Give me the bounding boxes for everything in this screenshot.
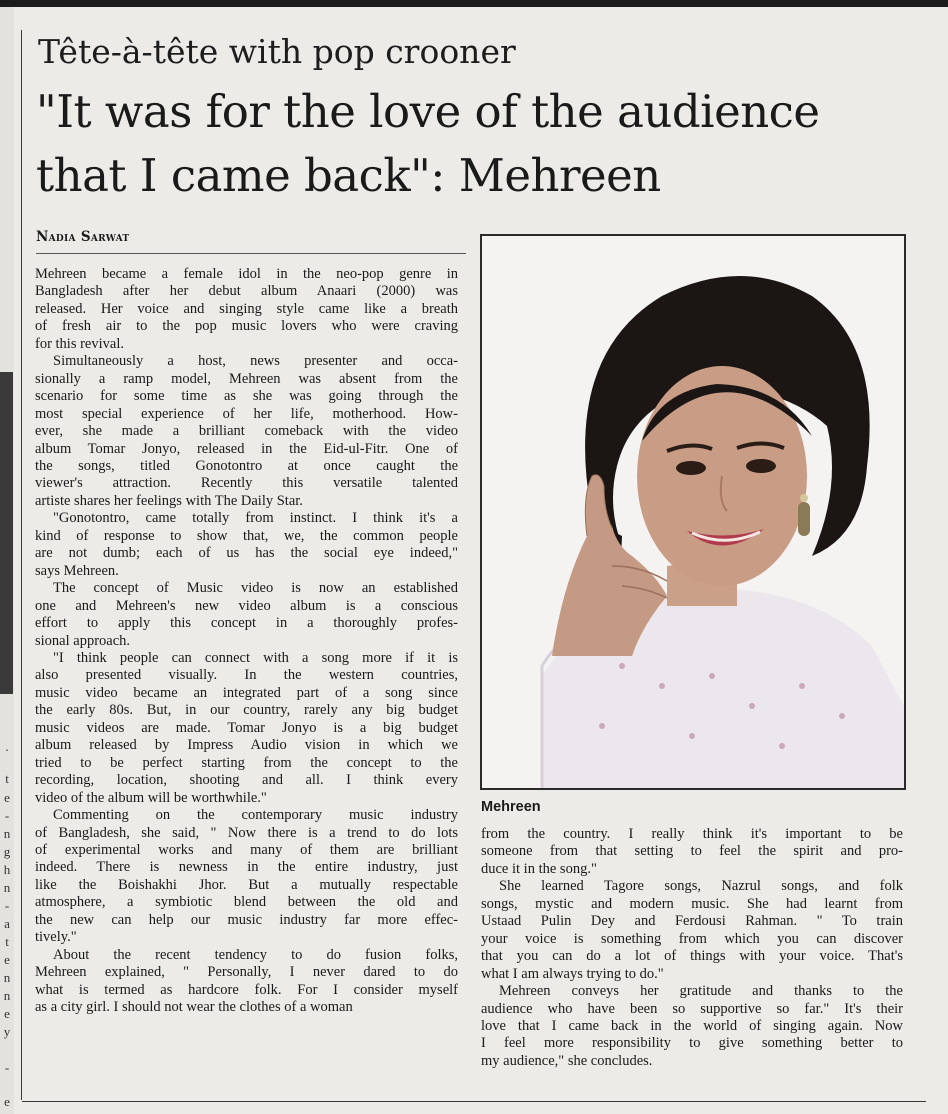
headline-line: "It was for the love of the audience <box>36 85 820 138</box>
article-body-column-2 <box>481 826 903 1070</box>
body-text-line: of Bangladesh, she said, " Now there is a trend to do lots <box>35 824 458 841</box>
body-text-line: album Tomar Jonyo, released in the Eid-ul-Fitr. One of <box>35 440 458 457</box>
body-text-line: of fresh air to the pop music lovers who were craving <box>35 318 458 335</box>
adjacent-text-fragment: n <box>3 880 11 895</box>
body-text-line: About the recent tendency to do fusion folks, <box>53 946 458 963</box>
body-text-line: released. Her voice and singing style came like a breath <box>35 300 458 317</box>
article-byline: Nadia Sarwat <box>36 229 130 245</box>
portrait-illustration <box>482 236 904 788</box>
adjacent-text-fragment: n <box>3 826 11 841</box>
body-text-line: as a city girl. I should not wear the clothes of a woman <box>35 999 353 1016</box>
column-divider-rule <box>21 30 22 1100</box>
body-text-line: the new can help our music industry far more effec- <box>35 911 458 928</box>
body-text-line: Commenting on the contemporary music industry <box>53 807 458 824</box>
body-text-line: duce it in the song." <box>481 860 597 877</box>
body-text-line: most special experience of her life, motherhood. How- <box>35 405 458 422</box>
body-text-line: Mehreen conveys her gratitude and thanks to the <box>499 983 903 1000</box>
body-text-line: says Mehreen. <box>35 562 119 579</box>
body-text-line: also presented visually. In the western countries, <box>35 667 458 684</box>
body-text-line: are not dumb; each of us has the social eye indeed," <box>35 545 458 562</box>
body-text-line: Mehreen explained, " Personally, I never dared to do <box>35 964 458 981</box>
body-text-line: Ustaad Pulin Dey and Ferdousi Rahman. " To train <box>481 913 903 930</box>
adjacent-text-fragment: . <box>5 739 9 754</box>
body-text-line: Mehreen became a female idol in the neo-pop genre in <box>35 266 458 282</box>
body-text-line: music videos are made. Tomar Jonyo is a big budget <box>35 719 458 736</box>
article-photo <box>480 234 906 790</box>
body-text-line: atmosphere, a symbiotic blend between the old and <box>35 894 458 911</box>
body-text-line: She learned Tagore songs, Nazrul songs, and folk <box>499 878 903 895</box>
body-text-line: video of the album will be worthwhile." <box>35 789 267 806</box>
adjacent-text-fragment: g <box>3 844 11 859</box>
adjacent-text-fragment: t <box>5 771 9 786</box>
bottom-rule <box>22 1101 926 1102</box>
body-text-line: artiste shares her feelings with The Daily Star. <box>35 492 303 509</box>
adjacent-text-fragment: h <box>3 862 11 877</box>
body-text-line: kind of response to show that, we, the common people <box>35 527 458 544</box>
body-text-line: love that I came back in the world of singing again. Now <box>481 1017 903 1034</box>
body-text-line: one and Mehreen's new video album is a conscious <box>35 597 458 614</box>
page-top-border <box>0 0 948 7</box>
adjacent-text-fragment: t <box>5 934 9 949</box>
body-text-line: songs, mystic and modern music. She had learnt from <box>481 895 903 912</box>
body-text-line: viewer's attraction. Recently this versatile talented <box>35 475 458 492</box>
adjacent-text-fragment: - <box>4 1060 10 1075</box>
body-text-line: tively." <box>35 929 77 946</box>
body-text-line: Simultaneously a host, news presenter and occa- <box>53 353 458 370</box>
body-text-line: my audience," she concludes. <box>481 1052 653 1069</box>
body-text-line: music video became an integrated part of a song since <box>35 684 458 701</box>
body-text-line: what is termed as hardcore folk. For I consider myself <box>35 981 458 998</box>
adjacent-text-fragment: e <box>4 1006 10 1021</box>
body-text-line: ever, she made a brilliant comeback with the video <box>35 423 458 440</box>
body-text-line: sionally a ramp model, Mehreen was absent from the <box>35 370 458 387</box>
body-text-line: of experimental works and many of them are brilliant <box>35 841 458 858</box>
article-body-column-1 <box>35 266 458 1016</box>
body-text-line: someone from that setting to feel the spirit and pro- <box>481 843 903 860</box>
body-text-line: I feel more responsibility to give something better to <box>481 1035 903 1052</box>
adjacent-text-fragment: n <box>3 970 11 985</box>
body-text-line: The concept of Music video is now an established <box>53 580 458 597</box>
body-text-line: "Gonotontro, came totally from instinct. I think it's a <box>53 510 458 527</box>
body-text-line: audience who have been so supportive so far." It's their <box>481 1000 903 1017</box>
adjacent-text-fragment: n <box>3 988 11 1003</box>
body-text-line: indeed. There is newness in the entire industry, just <box>35 859 458 876</box>
headline-line: that I came back": Mehreen <box>36 149 661 202</box>
article-headline <box>36 80 916 208</box>
adjacent-text-fragment: e <box>4 1094 10 1109</box>
adjacent-text-fragment: - <box>4 808 10 823</box>
adjacent-article-photo-edge <box>0 372 13 694</box>
byline-rule <box>36 253 466 254</box>
adjacent-text-fragment: e <box>4 790 10 805</box>
body-text-line: tried to be perfect starting from the concept to the <box>35 754 458 771</box>
body-text-line: the early 80s. But, in our country, rarely any big budget <box>35 702 458 719</box>
article-kicker: Tête-à-tête with pop crooner <box>38 32 516 71</box>
photo-caption: Mehreen <box>481 799 541 815</box>
body-text-line: what I am always trying to do." <box>481 965 664 982</box>
body-text-line: effort to apply this concept in a thoroughly profes- <box>35 615 458 632</box>
body-text-line: recording, location, shooting and all. I think every <box>35 772 458 789</box>
body-text-line: "I think people can connect with a song more if it is <box>53 649 458 666</box>
body-text-line: sional approach. <box>35 632 131 649</box>
adjacent-text-fragment: e <box>4 952 10 967</box>
adjacent-text-fragment: y <box>3 1024 11 1039</box>
body-text-line: scenario for some time as she was going through the <box>35 388 458 405</box>
body-text-line: your voice is something from which you can discover <box>481 930 903 947</box>
body-text-line: album released by Impress Audio vision in which we <box>35 737 458 754</box>
body-text-line: for this revival. <box>35 335 124 352</box>
body-text-line: Bangladesh after her debut album Anaari (2000) was <box>35 283 458 300</box>
adjacent-text-fragment: a <box>4 916 10 931</box>
body-text-line: the songs, titled Gonotontro at once caught the <box>35 457 458 474</box>
body-text-line: like the Boishakhi Jhor. But a mutually respectable <box>35 876 458 893</box>
body-text-line: that you can do a lot of things with your voice. That's <box>481 948 903 965</box>
body-text-line: from the country. I really think it's important to be <box>481 826 903 842</box>
adjacent-text-fragment: - <box>4 898 10 913</box>
